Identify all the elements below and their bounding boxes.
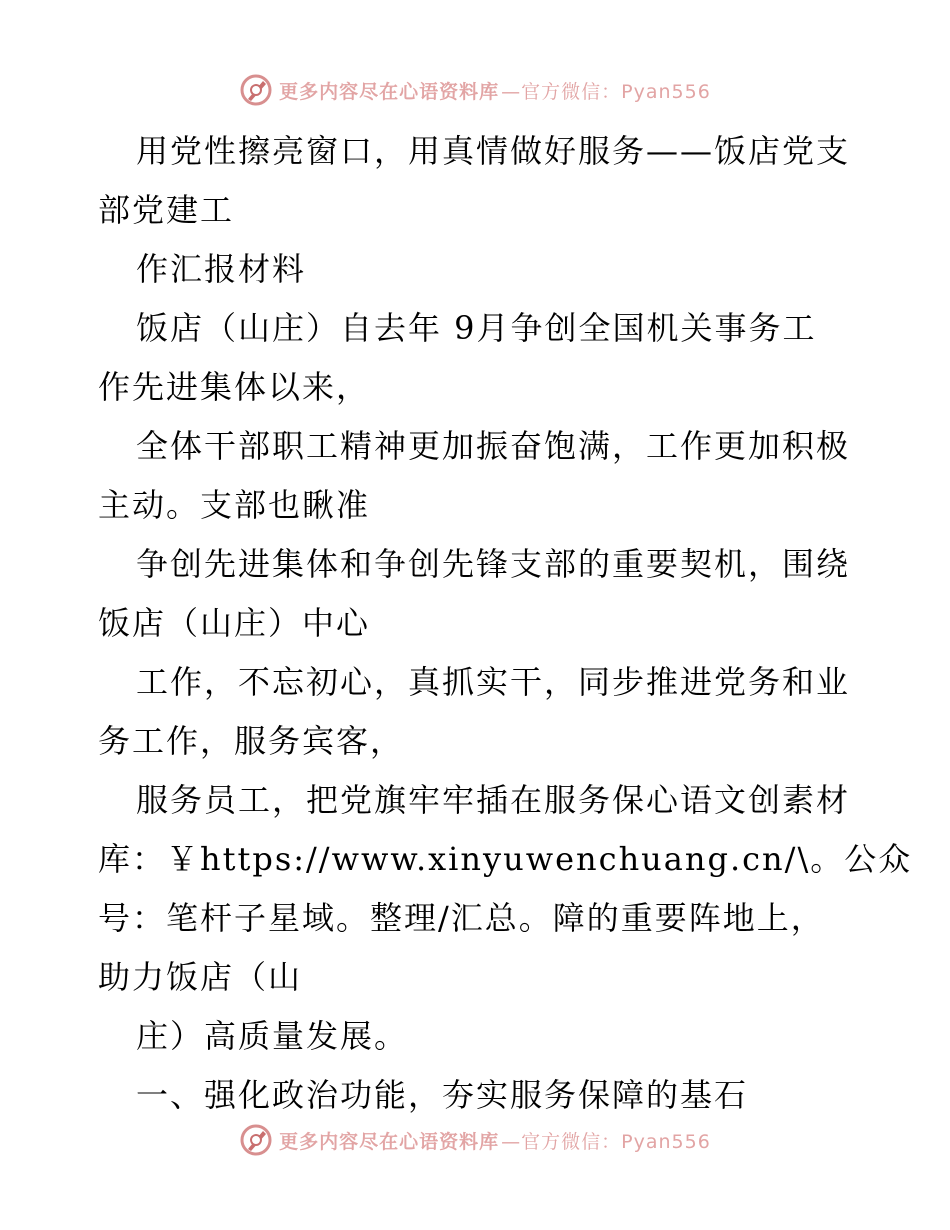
doc-line: 全体干部职工精神更加振奋饱满，工作更加积极 (136, 427, 851, 465)
doc-line: 用党性擦亮窗口，用真情做好服务——饭店党支 (136, 132, 851, 170)
quill-pen-logo-icon (239, 73, 273, 107)
document-body (98, 122, 913, 1125)
doc-line: 服务员工，把党旗牢牢插在服务保心语文创素材 (136, 781, 851, 819)
doc-line: 务工作，服务宾客， (98, 722, 405, 760)
doc-line: 工作，不忘初心，真抓实干，同步推进党务和业 (136, 663, 851, 701)
doc-line: 主动。支部也瞅准 (98, 486, 371, 524)
watermark-text (279, 1127, 711, 1154)
doc-line: 部党建工 (98, 191, 235, 229)
watermark-text-tail: —官方微信：Pyan556 (501, 1130, 711, 1153)
doc-line: 饭店（山庄）自去年 9月争创全国机关事务工 (136, 309, 817, 347)
watermark-text (279, 77, 711, 104)
doc-line: 庄）高质量发展。 (136, 1017, 409, 1055)
doc-line: 作先进集体以来， (98, 368, 371, 406)
quill-pen-logo-icon (239, 1123, 273, 1157)
doc-line: 争创先进集体和争创先锋支部的重要契机，围绕 (136, 545, 851, 583)
watermark-text-main: 更多内容尽在心语资料库 (279, 1130, 500, 1153)
doc-line: 作汇报材料 (136, 250, 307, 288)
doc-line: 号：笔杆子星域。整理/汇总。障的重要阵地上， (98, 899, 825, 937)
doc-line: 库：￥https://www.xinyuwenchuang.cn/\。公众 (98, 840, 913, 878)
watermark-text-tail: —官方微信：Pyan556 (501, 80, 711, 103)
doc-line: 助力饭店（山 (98, 958, 303, 996)
watermark-text-main: 更多内容尽在心语资料库 (279, 80, 500, 103)
doc-line: 饭店（山庄）中心 (98, 604, 371, 642)
doc-line: 一、强化政治功能，夯实服务保障的基石 (136, 1076, 749, 1114)
watermark-banner-bottom (0, 1120, 950, 1160)
watermark-banner-top (0, 70, 950, 110)
